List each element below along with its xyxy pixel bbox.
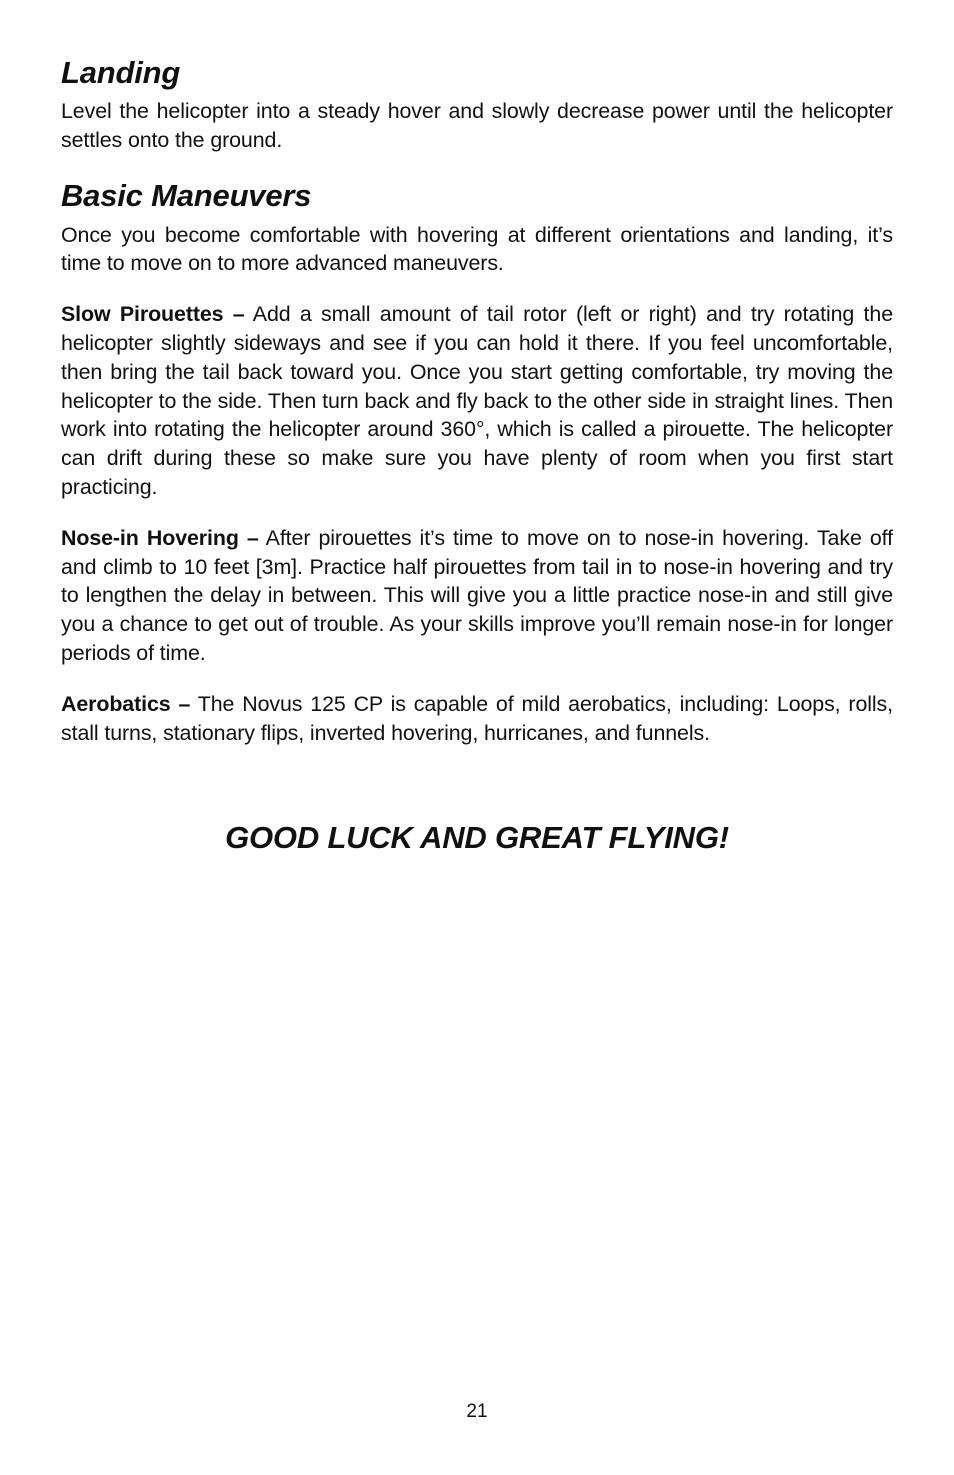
- landing-paragraph: Level the helicopter into a steady hover and slowly decrease power until the helicopter settles onto the ground.: [61, 99, 893, 152]
- slow-pirouettes-text: Add a small amount of tail rotor (left or right) and try rotating the helicopter slightly sideways and see if you can hold it there. If you feel uncomfortable, then bring the tail back toward you. Once you start getting comfortable, try moving the helicopter to the side. Then turn back and fly back to the other side in straight lines. Then work into rotating the helicopter around 360°, which is called a pirouette. The helicopter can drift during these so make sure you have plenty of room when you first start practicing.: [61, 302, 893, 499]
- page-number: 21: [466, 1401, 488, 1422]
- nose-in-hovering-term: Nose-in Hovering –: [61, 525, 259, 550]
- nose-in-hovering-paragraph: [61, 524, 893, 668]
- aerobatics-paragraph: [61, 690, 893, 748]
- closing-message: GOOD LUCK AND GREAT FLYING!: [225, 820, 729, 855]
- page-content: [61, 54, 893, 747]
- landing-heading: Landing: [61, 55, 181, 90]
- aerobatics-text: The Novus 125 CP is capable of mild aerobatics, including: Loops, rolls, stall turns, stationary flips, inverted hovering, hurricanes, and funnels.: [61, 691, 893, 745]
- slow-pirouettes-paragraph: [61, 300, 893, 502]
- nose-in-hovering-text: After pirouettes it’s time to move on to nose-in hovering. Take off and climb to 10 feet [3m]. Practice half pirouettes from tail in to nose-in hovering and try to lengthen the delay in between. This will give you a little practice nose-in and still give you a chance to get out of trouble. As your skills improve you’ll remain nose-in for longer periods of time.: [61, 525, 893, 665]
- aerobatics-term: Aerobatics –: [61, 691, 191, 716]
- basic-maneuvers-intro: Once you become comfortable with hovering at different orientations and landing, it’s time to move on to more advanced maneuvers.: [61, 222, 893, 276]
- basic-maneuvers-heading: Basic Maneuvers: [61, 177, 312, 213]
- slow-pirouettes-term: Slow Pirouettes –: [61, 302, 245, 327]
